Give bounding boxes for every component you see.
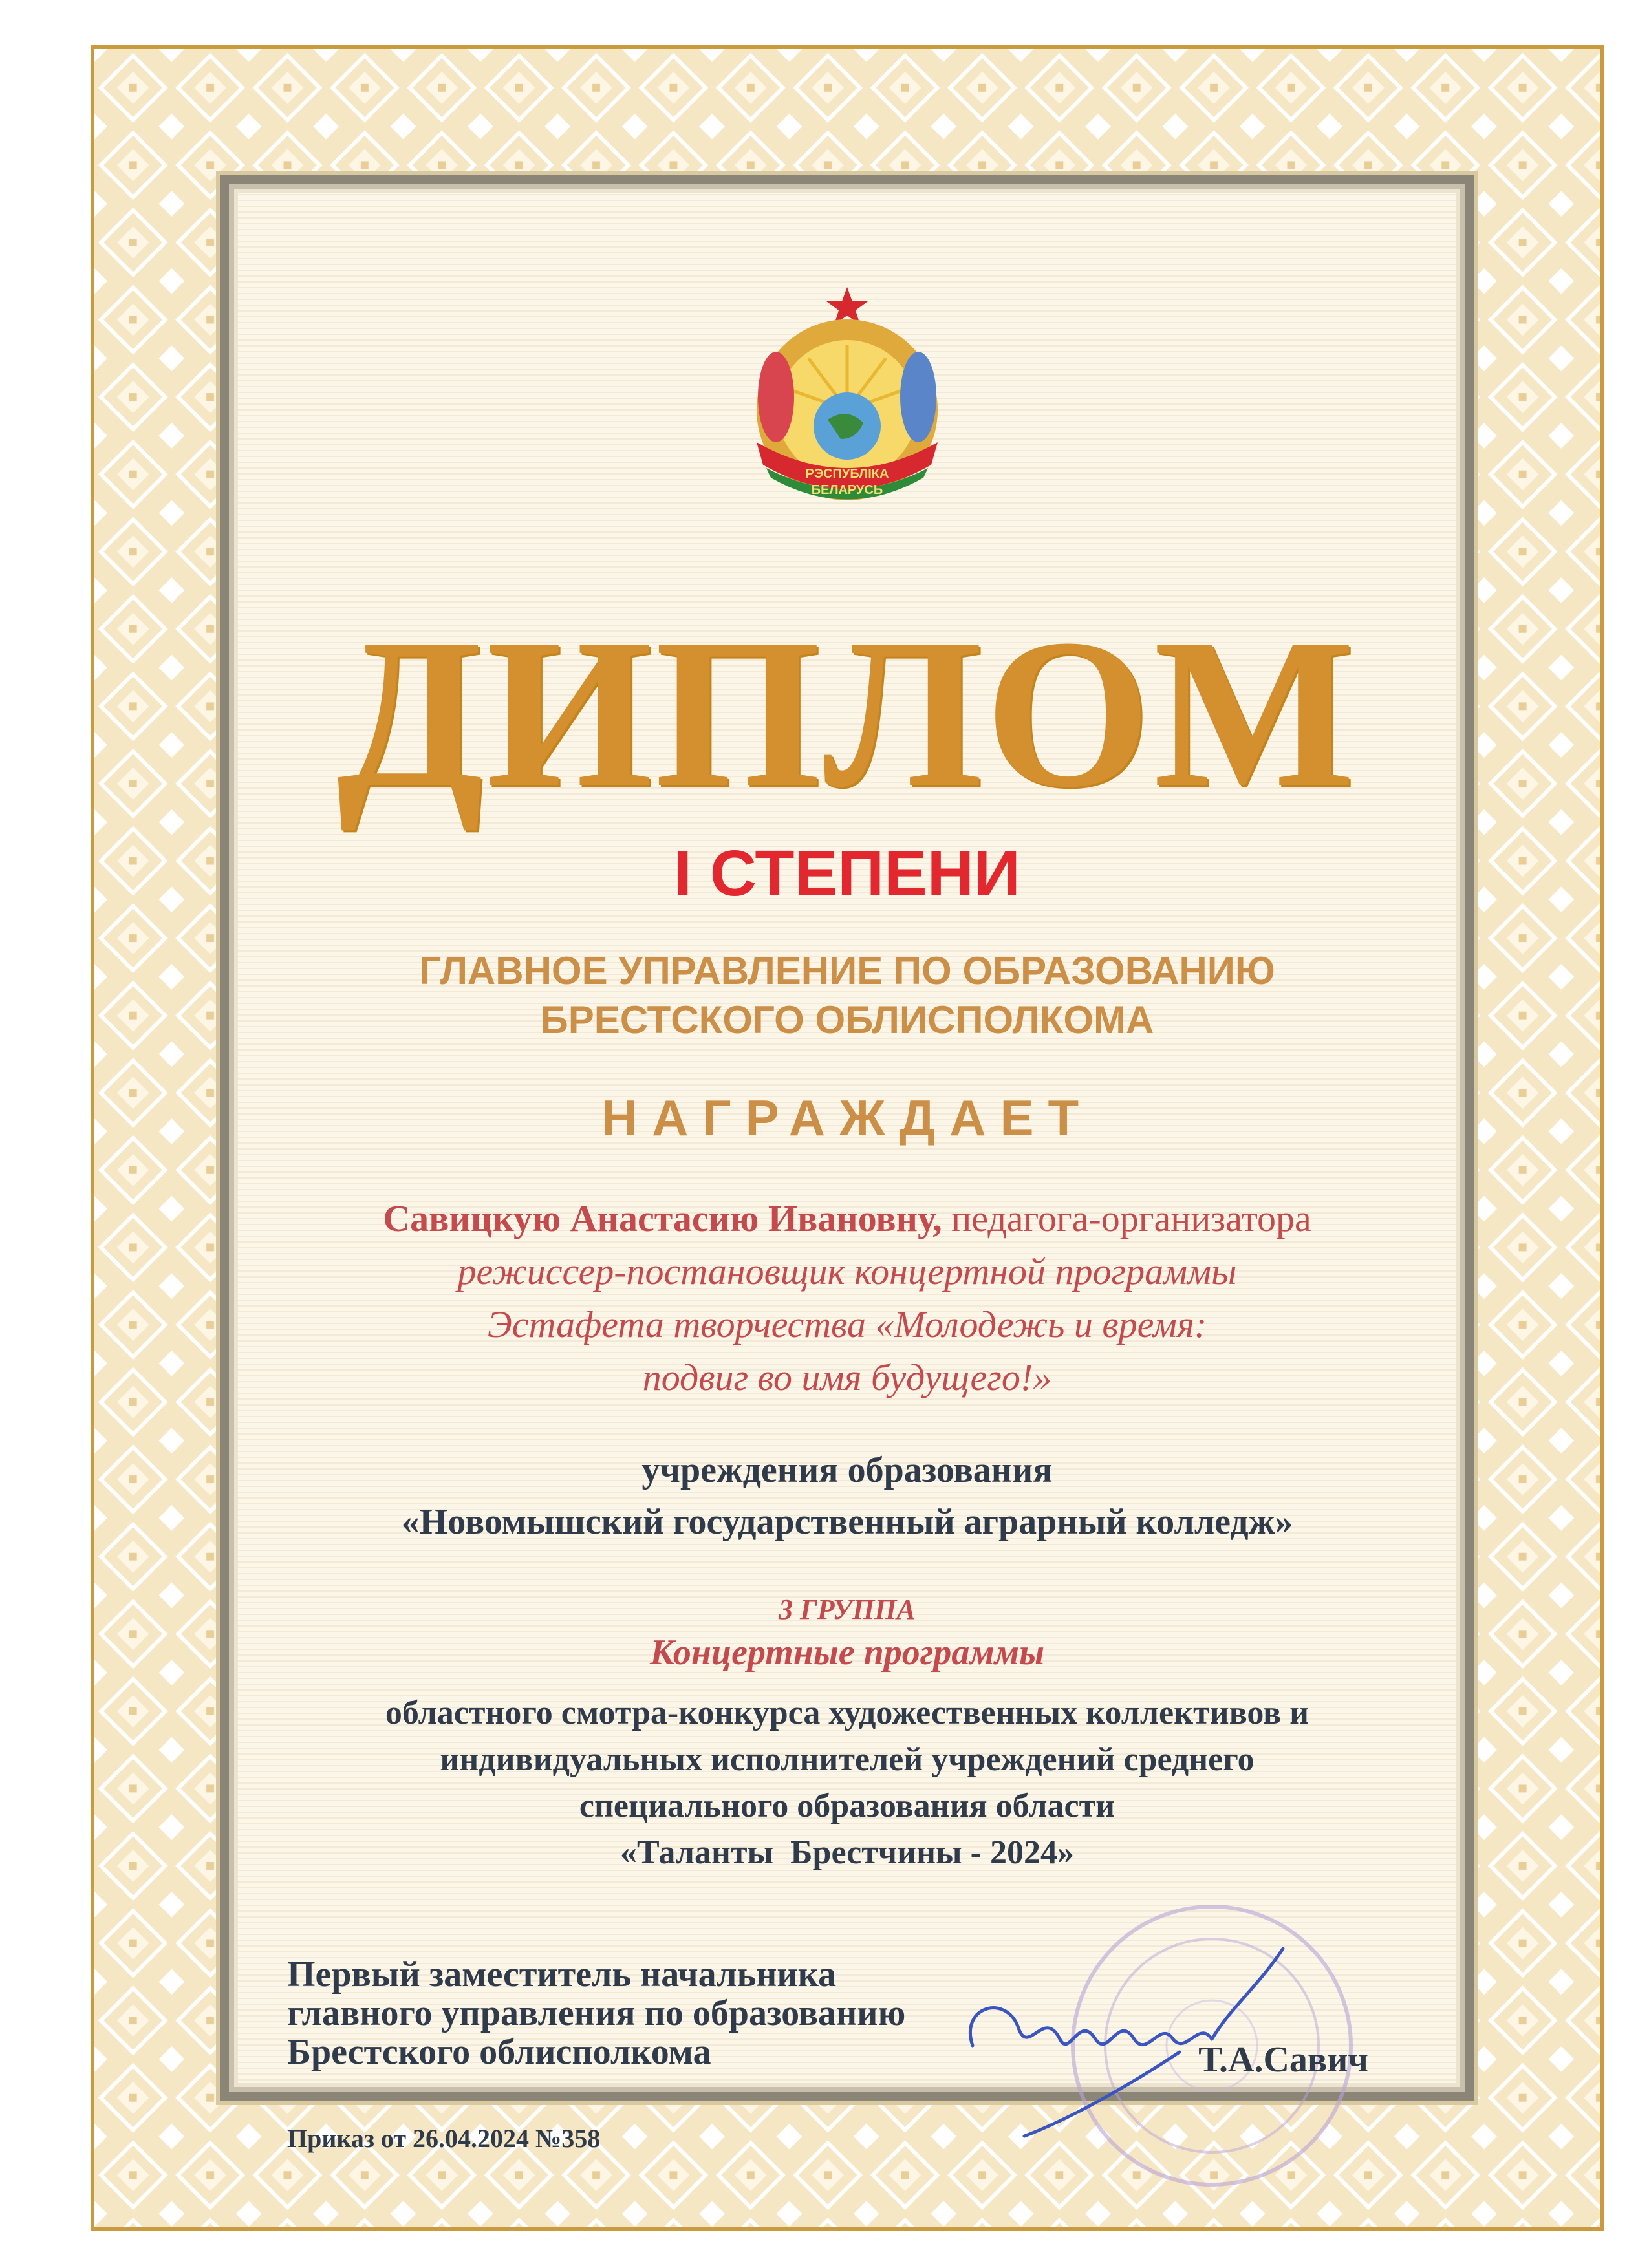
diploma-content (248, 203, 1446, 2153)
ribbon-text-1: РЭСПУБЛІКА (805, 467, 889, 481)
signatory-name: Т.А.Савич (1198, 2040, 1368, 2080)
recipient-block (248, 1192, 1446, 1404)
diploma-title: ДИПЛОМ (336, 595, 1358, 831)
recipient-position: педагога-организатора (942, 1197, 1311, 1239)
star-icon (826, 287, 868, 325)
awards-heading: НАГРАЖДАЕТ (601, 1089, 1094, 1146)
competition-description (248, 1690, 1446, 1876)
inner-frame (220, 175, 1474, 2153)
competition-line-3: специального образования области (579, 1788, 1116, 1824)
competition-category: Концертные программы (650, 1632, 1044, 1673)
recipient-line (248, 1192, 1446, 1245)
signatory-title-line-2: главного управления по образованию (287, 1993, 906, 2033)
signatory-title (287, 1955, 905, 2071)
competition-line-2: индивидуальных исполнителей учреждений среднего (440, 1741, 1255, 1778)
competition-line-4: «Таланты Брестчины - 2024» (620, 1834, 1074, 1871)
competition-line-1: областного смотра-конкурса художественных коллективов и (385, 1695, 1310, 1731)
institution-block (248, 1444, 1446, 1548)
ribbon-text-2: БЕЛАРУСЬ (811, 483, 883, 497)
diploma-sheet (91, 45, 1604, 2231)
handwritten-signature (947, 1910, 1348, 2143)
recipient-role: режиссер-постановщик концертной программы (457, 1250, 1237, 1292)
recipient-name: Савицкую Анастасию Ивановну, (383, 1197, 942, 1239)
institution-line-1: учреждения образования (641, 1450, 1053, 1490)
organization-line-2: БРЕСТСКОГО ОБЛИСПОЛКОМА (540, 998, 1154, 1042)
coat-of-arms-emblem (731, 281, 964, 513)
signatory-title-line-3: Брестского облисполкома (287, 2032, 711, 2072)
diploma-degree: I СТЕПЕНИ (674, 837, 1020, 910)
program-line-1: Эстафета творчества «Молодежь и время: (487, 1303, 1207, 1345)
competition-group: 3 ГРУППА (779, 1594, 916, 1625)
organization-line-1: ГЛАВНОЕ УПРАВЛЕНИЕ ПО ОБРАЗОВАНИЮ (419, 949, 1275, 992)
awarding-organization (248, 947, 1446, 1045)
institution-line-2: «Новомышский государственный аграрный колледж» (401, 1502, 1293, 1542)
flax-flowers-icon (900, 352, 936, 442)
order-reference: Приказ от 26.04.2024 №358 (287, 2124, 601, 2153)
clover-flowers-icon (758, 352, 794, 442)
signatory-title-line-1: Первый заместитель начальника (287, 1954, 837, 1995)
program-line-2: подвиг во имя будущего!» (642, 1356, 1052, 1398)
